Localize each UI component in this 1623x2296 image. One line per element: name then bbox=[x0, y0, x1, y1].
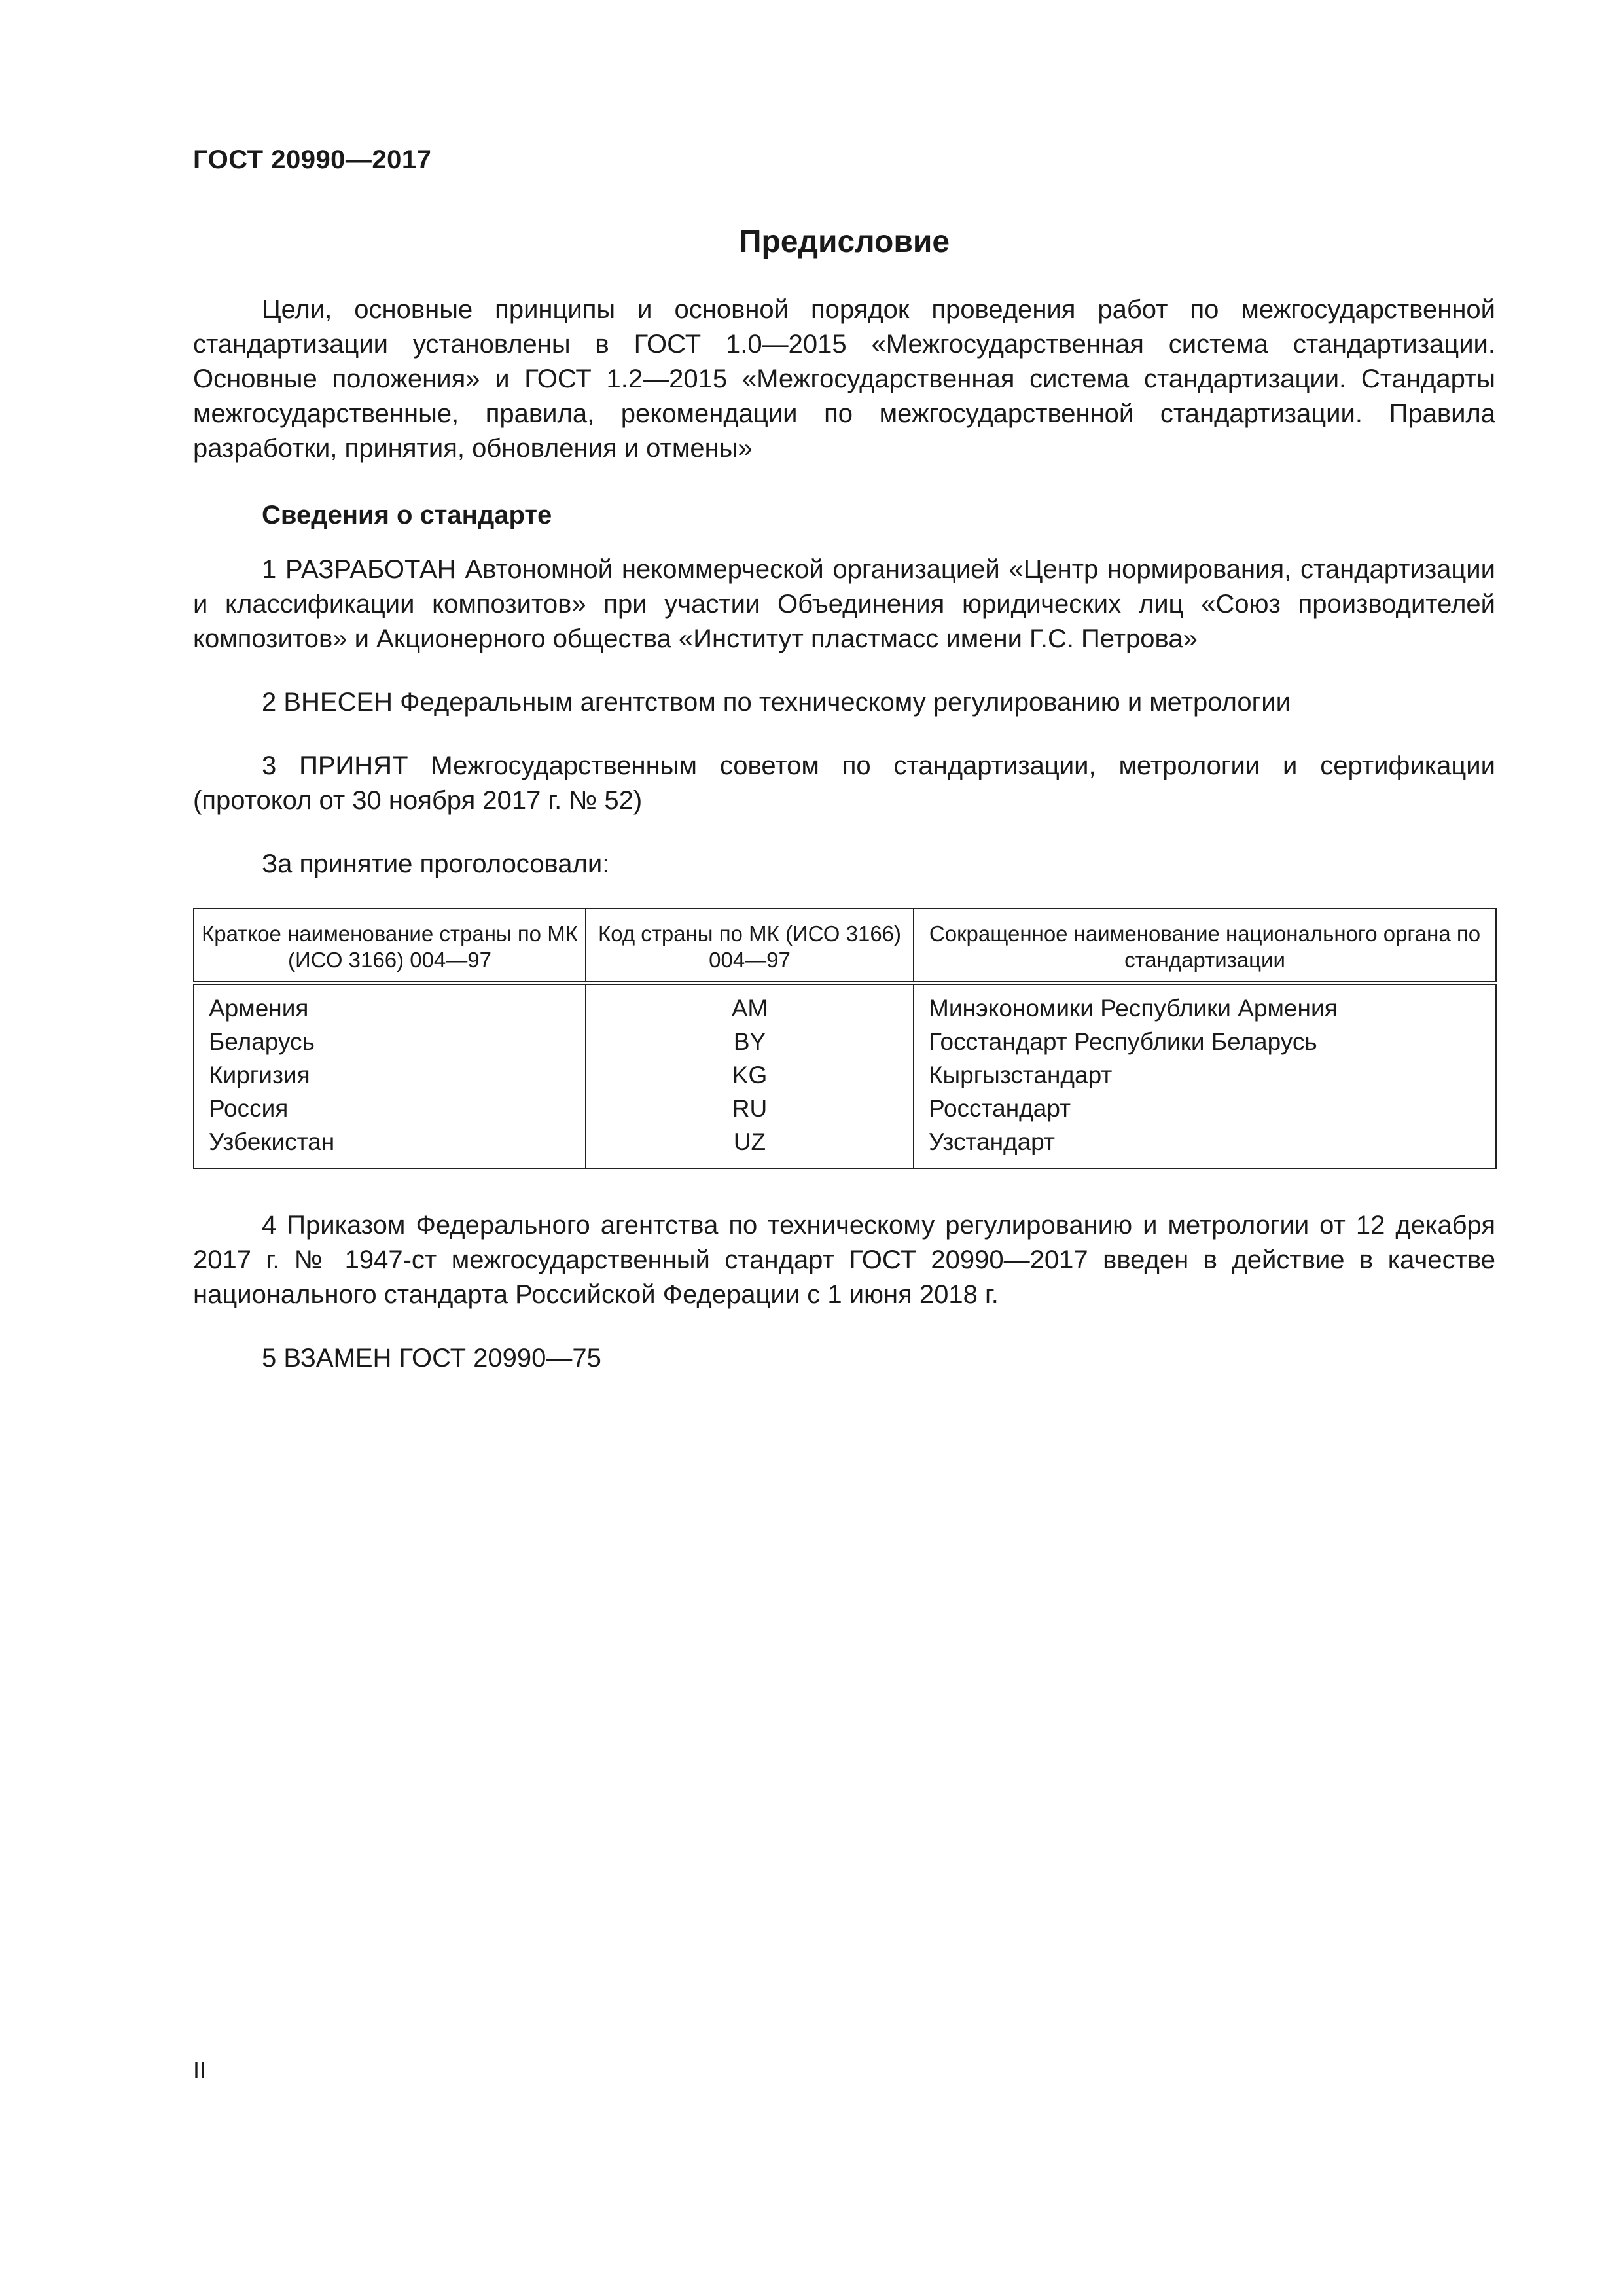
column-header-authority: Сокращенное наименование национального органа по стандартизации bbox=[914, 908, 1496, 983]
authority-cell: Минэкономики Республики Армения bbox=[914, 983, 1496, 1025]
column-header-code: Код страны по МК (ИСО 3166) 004—97 bbox=[586, 908, 914, 983]
authority-cell: Узстандарт bbox=[914, 1125, 1496, 1168]
voting-table-wrapper bbox=[193, 908, 1495, 1169]
country-cell: Россия bbox=[194, 1092, 586, 1125]
country-cell: Киргизия bbox=[194, 1058, 586, 1092]
table-row bbox=[194, 1125, 1496, 1168]
table-row bbox=[194, 1092, 1496, 1125]
country-code-cell: UZ bbox=[586, 1125, 914, 1168]
voting-table bbox=[193, 908, 1497, 1169]
authority-cell: Росстандарт bbox=[914, 1092, 1496, 1125]
item-order: 4 Приказом Федерального агентства по техническому регулированию и метрологии от 12 декабря 2017 г. № 1947-ст межгосударственный стандарт ГОСТ 20990—2017 введен в действие в качестве национального стандарта Российской Федерации с 1 июня 2018 г. bbox=[193, 1211, 1495, 1309]
page-number: II bbox=[193, 2056, 207, 2083]
column-header-country: Краткое наименование страны по МК (ИСО 3166) 004—97 bbox=[194, 908, 586, 983]
standard-code-header: ГОСТ 20990—2017 bbox=[193, 145, 432, 174]
country-code-cell: KG bbox=[586, 1058, 914, 1092]
table-row bbox=[194, 983, 1496, 1025]
authority-cell: Кыргызстандарт bbox=[914, 1058, 1496, 1092]
voted-label: За принятие проголосовали: bbox=[262, 850, 610, 878]
document-body bbox=[193, 293, 1495, 1376]
item-replaces: 5 ВЗАМЕН ГОСТ 20990—75 bbox=[262, 1344, 601, 1372]
page-title: Предисловие bbox=[738, 224, 950, 259]
authority-cell: Госстандарт Республики Беларусь bbox=[914, 1025, 1496, 1058]
country-code-cell: RU bbox=[586, 1092, 914, 1125]
table-row bbox=[194, 1025, 1496, 1058]
item-adopted: 3 ПРИНЯТ Межгосударственным советом по стандартизации, метрологии и сертификации (протокол от 30 ноября 2017 г. № 52) bbox=[193, 751, 1495, 815]
country-code-cell: BY bbox=[586, 1025, 914, 1058]
table-header-row bbox=[194, 908, 1496, 983]
country-cell: Беларусь bbox=[194, 1025, 586, 1058]
country-code-cell: AM bbox=[586, 983, 914, 1025]
country-cell: Узбекистан bbox=[194, 1125, 586, 1168]
section-heading: Сведения о стандарте bbox=[262, 501, 552, 529]
intro-paragraph: Цели, основные принципы и основной порядок проведения работ по межгосударственной стандартизации установлены в ГОСТ 1.0—2015 «Межгосударственная система стандартизации. Основные положения» и ГОСТ 1.2—2015 «Межгосударственная система стандартизации. Стандарты межгосударственные, правила, рекомендации по межгосударственной стандартизации. Правила разработки, принятия, обновления и отмены» bbox=[193, 295, 1495, 463]
country-cell: Армения bbox=[194, 983, 586, 1025]
table-row bbox=[194, 1058, 1496, 1092]
item-introduced: 2 ВНЕСЕН Федеральным агентством по техническому регулированию и метрологии bbox=[262, 688, 1291, 717]
item-developed: 1 РАЗРАБОТАН Автономной некоммерческой организацией «Центр нормирования, стандартизации и классификации композитов» при участии Объединения юридических лиц «Союз производителей композитов» и Акционерного общества «Институт пластмасс имени Г.С. Петрова» bbox=[193, 555, 1495, 653]
